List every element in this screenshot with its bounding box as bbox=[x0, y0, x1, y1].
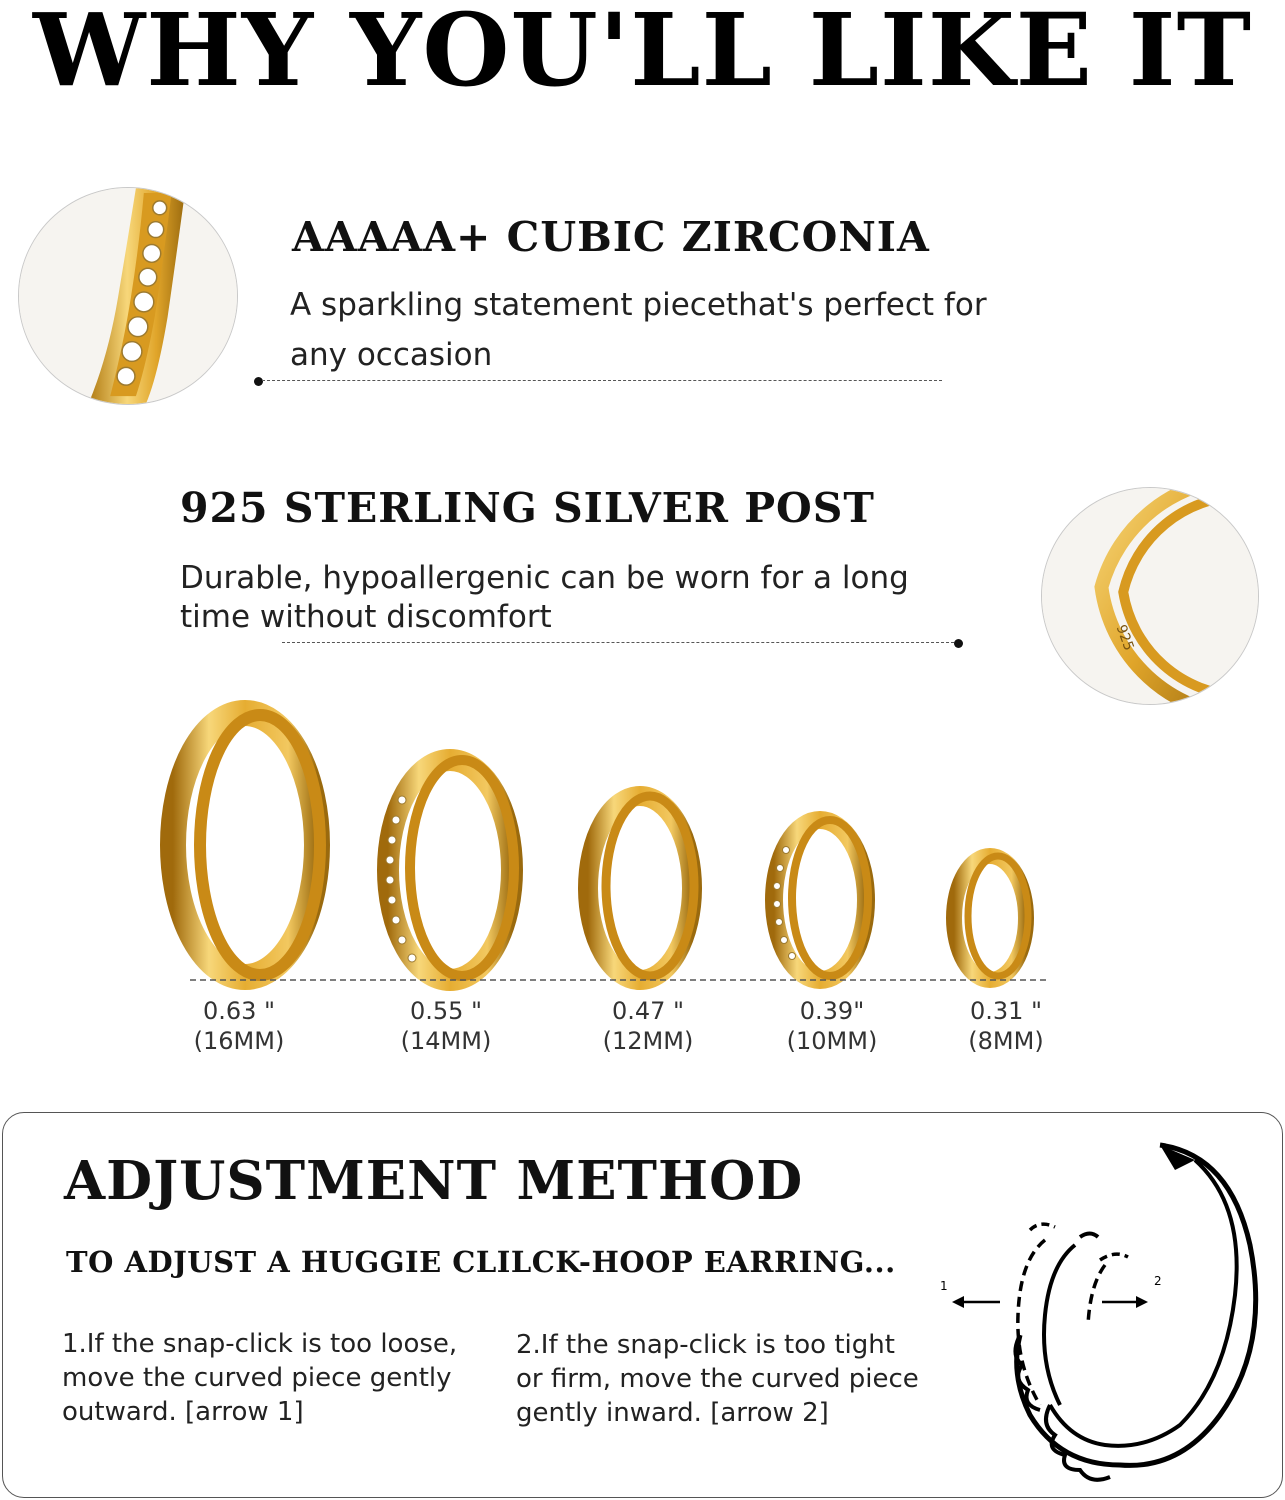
page-headline: WHY YOU'LL LIKE IT bbox=[33, 0, 1252, 109]
hoop-14mm bbox=[386, 760, 514, 980]
size-comparison bbox=[150, 700, 1070, 1070]
step1-line3: outward. [arrow 1] bbox=[62, 1397, 304, 1427]
size-label-12mm bbox=[578, 996, 718, 1056]
adjustment-diagram bbox=[930, 1125, 1275, 1490]
adjustment-step-2 bbox=[516, 1328, 919, 1430]
size-mm: (12MM) bbox=[602, 1027, 694, 1055]
feature-desc-sterling-line2: time without discomfort bbox=[180, 599, 552, 635]
adjustment-subtitle: TO ADJUST A HUGGIE CLILCK-HOOP EARRING... bbox=[66, 1245, 896, 1279]
feature-desc-sterling-line1: Durable, hypoallergenic can be worn for a long bbox=[180, 560, 909, 596]
adjustment-step-1 bbox=[62, 1327, 457, 1429]
step2-line2: or firm, move the curved piece bbox=[516, 1364, 919, 1394]
hoop-8mm bbox=[954, 856, 1028, 980]
feature-desc-zirconia-line1: A sparkling statement piecethat's perfect for bbox=[290, 287, 987, 323]
hoop-12mm bbox=[588, 796, 694, 980]
feature-desc-zirconia-line2: any occasion bbox=[290, 337, 493, 373]
dashed-divider bbox=[282, 642, 954, 643]
size-inch: 0.39" bbox=[799, 997, 865, 1025]
size-inch: 0.55 " bbox=[409, 997, 483, 1025]
divider-dot bbox=[954, 639, 963, 648]
stamp-925-text: 925 bbox=[1112, 622, 1137, 653]
feature-title-zirconia: AAAAA+ CUBIC ZIRCONIA bbox=[292, 213, 930, 261]
hoop-10mm bbox=[774, 820, 869, 980]
sterling-stamp-closeup-image bbox=[1041, 487, 1259, 705]
size-mm: (10MM) bbox=[786, 1027, 878, 1055]
step1-line2: move the curved piece gently bbox=[62, 1363, 452, 1393]
size-label-8mm bbox=[936, 996, 1076, 1056]
zirconia-closeup-image bbox=[18, 187, 238, 405]
arrow-2-label: 2 bbox=[1154, 1274, 1162, 1288]
size-mm: (8MM) bbox=[968, 1027, 1044, 1055]
arrow-1-label: 1 bbox=[940, 1279, 948, 1293]
divider-dot bbox=[254, 377, 263, 386]
hoop-sizes-illustration bbox=[150, 700, 1070, 1000]
size-mm: (14MM) bbox=[400, 1027, 492, 1055]
size-label-10mm bbox=[762, 996, 902, 1056]
size-label-16mm bbox=[169, 996, 309, 1056]
size-label-14mm bbox=[376, 996, 516, 1056]
hoop-16mm bbox=[173, 713, 320, 977]
step1-line1: 1.If the snap-click is too loose, bbox=[62, 1329, 458, 1359]
size-mm: (16MM) bbox=[193, 1027, 285, 1055]
step2-line1: 2.If the snap-click is too tight bbox=[516, 1330, 895, 1360]
step2-line3: gently inward. [arrow 2] bbox=[516, 1398, 829, 1428]
feature-title-sterling: 925 STERLING SILVER POST bbox=[180, 484, 875, 532]
size-inch: 0.47 " bbox=[611, 997, 685, 1025]
size-inch: 0.31 " bbox=[969, 997, 1043, 1025]
dashed-divider bbox=[262, 380, 942, 381]
adjustment-title: ADJUSTMENT METHOD bbox=[64, 1150, 804, 1212]
size-inch: 0.63 " bbox=[202, 997, 276, 1025]
